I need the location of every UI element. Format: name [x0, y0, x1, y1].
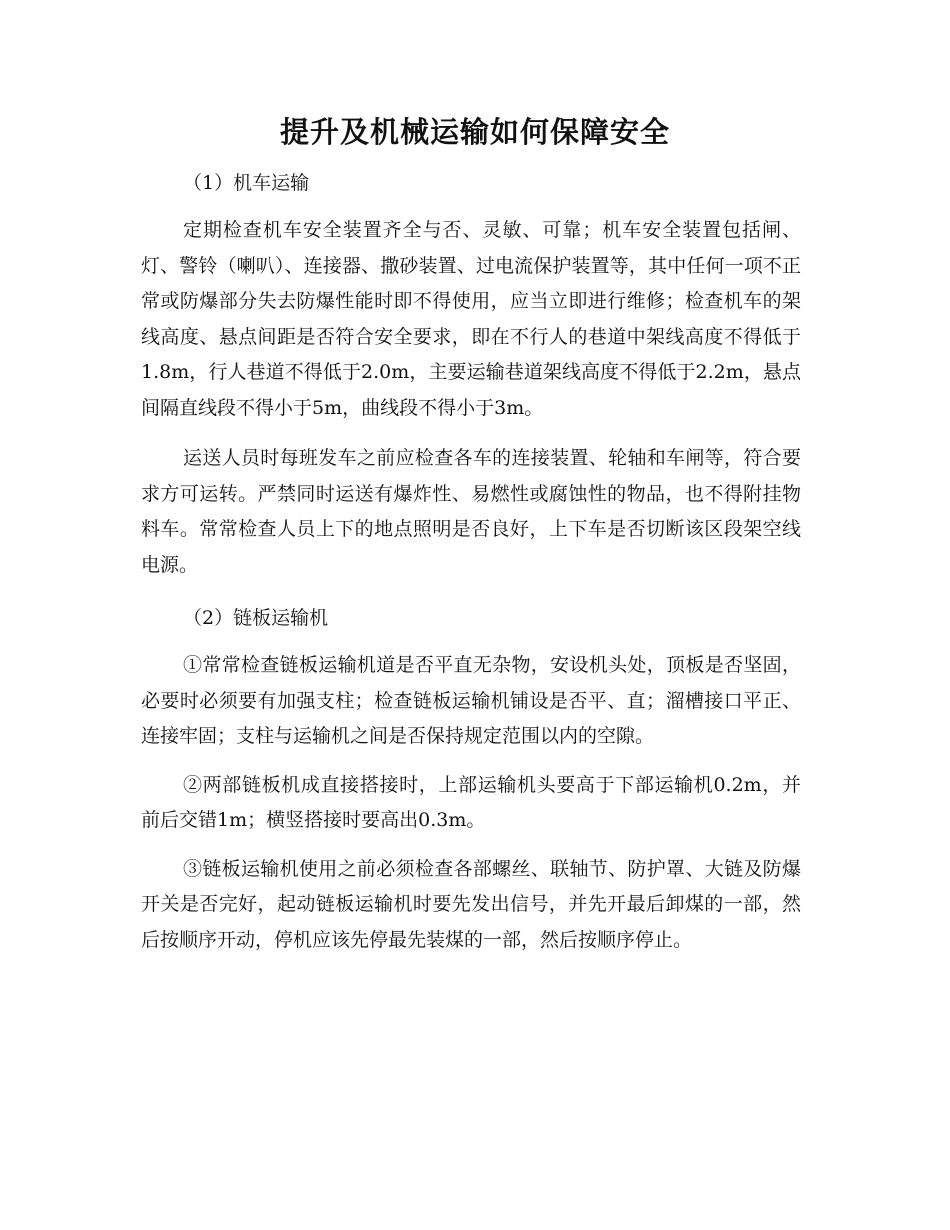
- paragraph-conveyor-overlap: ②两部链板机成直接搭接时，上部运输机头要高于下部运输机0.2m，并前后交错1m；横竖搭接时要高出0.3m。: [141, 773, 801, 831]
- paragraph-conveyor-inspection: ①常常检查链板运输机道是否平直无杂物，安设机头处，顶板是否坚固，必要时必须要有加强支柱；检查链板运输机铺设是否平、直；溜槽接口平正、连接牢固；支柱与运输机之间是否保持规定范围以内的空隙。: [141, 654, 801, 747]
- document-body: [141, 163, 801, 958]
- document-title: 提升及机械运输如何保障安全: [279, 115, 670, 149]
- paragraph-personnel-transport: 运送人员时每班发车之前应检查各车的连接装置、轮轴和车闸等，符合要求方可运转。严禁同时运送有爆炸性、易燃性或腐蚀性的物品，也不得附挂物料车。常常检查人员上下的地点照明是否良好，上下车是否切断该区段架空线电源。: [141, 447, 801, 576]
- section-heading-chain-conveyor: （2）链板运输机: [183, 607, 329, 629]
- paragraph-conveyor-startup: ③链板运输机使用之前必须检查各部螺丝、联轴节、防护罩、大链及防爆开关是否完好，起动链板运输机时要先发出信号，并先开最后卸煤的一部，然后按顺序开动，停机应该先停最先装煤的一部，然后按顺序停止。: [141, 857, 801, 951]
- paragraph-locomotive-inspection: 定期检查机车安全装置齐全与否、灵敏、可靠；机车安全装置包括闸、灯、警铃（喇叭）、连接器、撒砂装置、过电流保护装置等，其中任何一项不正常或防爆部分失去防爆性能时即不得使用，应当立即进行维修；检查机车的架线高度、悬点间距是否符合安全要求，即在不行人的巷道中架线高度不得低于1.8m，行人巷道不得低于2.0m，主要运输巷道架线高度不得低于2.2m，悬点间隔直线段不得小于5m，曲线段不得小于3m。: [141, 219, 801, 419]
- section-heading-locomotive: （1）机车运输: [183, 172, 310, 194]
